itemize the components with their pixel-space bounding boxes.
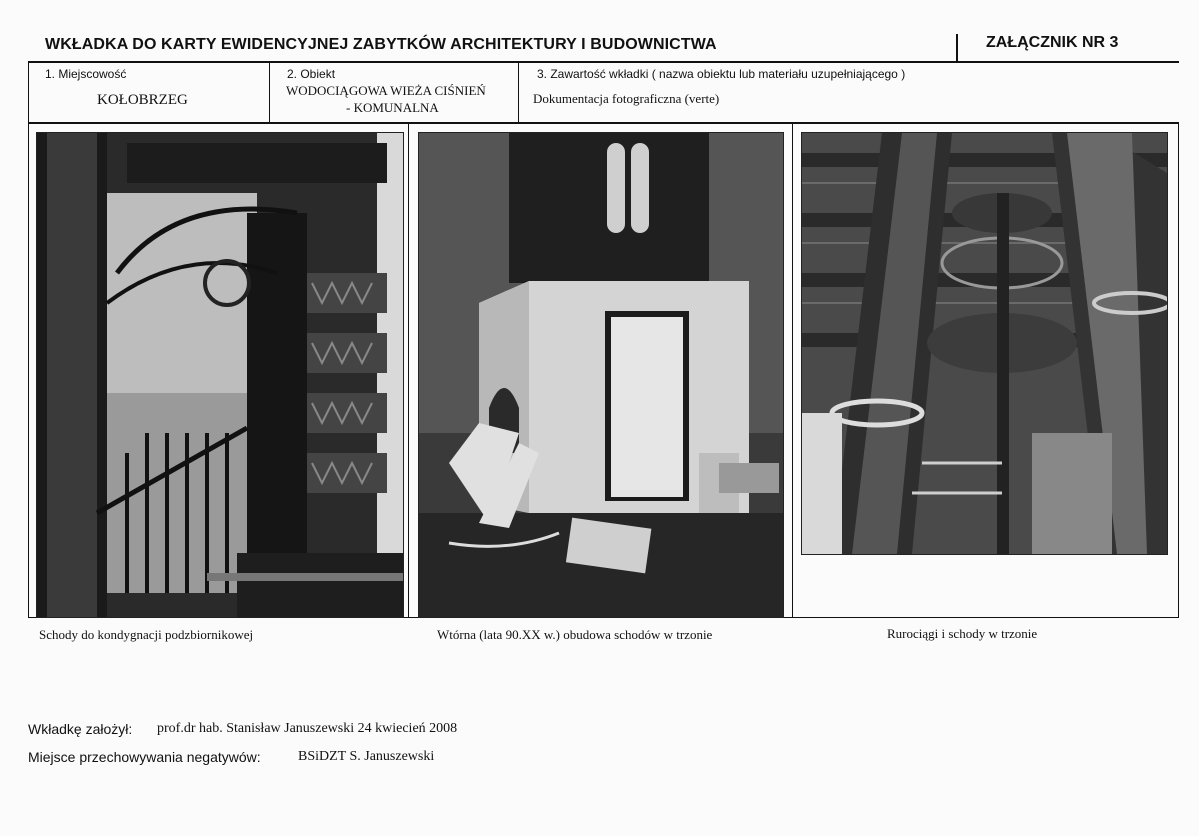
photo-staircase — [36, 132, 404, 618]
negatives-value: BSiDZT S. Januszewski — [298, 749, 435, 764]
object-value-line1: WODOCIĄGOWA WIEŻA CIŚNIEŃ — [286, 83, 486, 98]
field-divider-2 — [518, 63, 519, 123]
author-value: prof.dr hab. Stanisław Januszewski 24 kwiecień 2008 — [157, 721, 458, 736]
field-row-bottom-rule — [28, 122, 1179, 124]
photo-caption-3: Rurociągi i schody w trzonie — [887, 626, 1038, 641]
photo-caption-1: Schody do kondygnacji podzbiornikowej — [39, 627, 254, 642]
content-value: Dokumentacja fotograficzna (verte) — [533, 91, 720, 106]
header-divider — [956, 34, 958, 62]
photo-area-left-edge — [28, 124, 29, 617]
photo-divider-2 — [792, 124, 793, 617]
field-divider-1 — [269, 63, 270, 123]
object-label: 2. Obiekt — [287, 67, 336, 81]
author-label: Wkładkę założył: — [28, 721, 133, 737]
content-label: 3. Zawartość wkładki ( nazwa obiektu lub materiału uzupełniającego ) — [537, 67, 906, 81]
photo-divider-1 — [408, 124, 409, 617]
negatives-label: Miejsce przechowywania negatywów: — [28, 749, 261, 765]
photo-caption-2: Wtórna (lata 90.XX w.) obudowa schodów w trzonie — [437, 627, 713, 642]
field-row-left-edge — [28, 63, 29, 123]
object-value-line2: - KOMUNALNA — [346, 100, 439, 115]
document-title: WKŁADKA DO KARTY EWIDENCYJNEJ ZABYTKÓW ARCHITEKTURY I BUDOWNICTWA — [45, 36, 717, 53]
locality-value: KOŁOBRZEG — [97, 92, 188, 108]
annex-number: ZAŁĄCZNIK NR 3 — [986, 34, 1119, 51]
locality-label: 1. Miejscowość — [45, 67, 127, 81]
photo-enclosure — [418, 132, 784, 618]
photo-pipes — [801, 132, 1168, 555]
header-rule — [28, 61, 1179, 63]
photo-area-right-edge — [1178, 124, 1179, 617]
